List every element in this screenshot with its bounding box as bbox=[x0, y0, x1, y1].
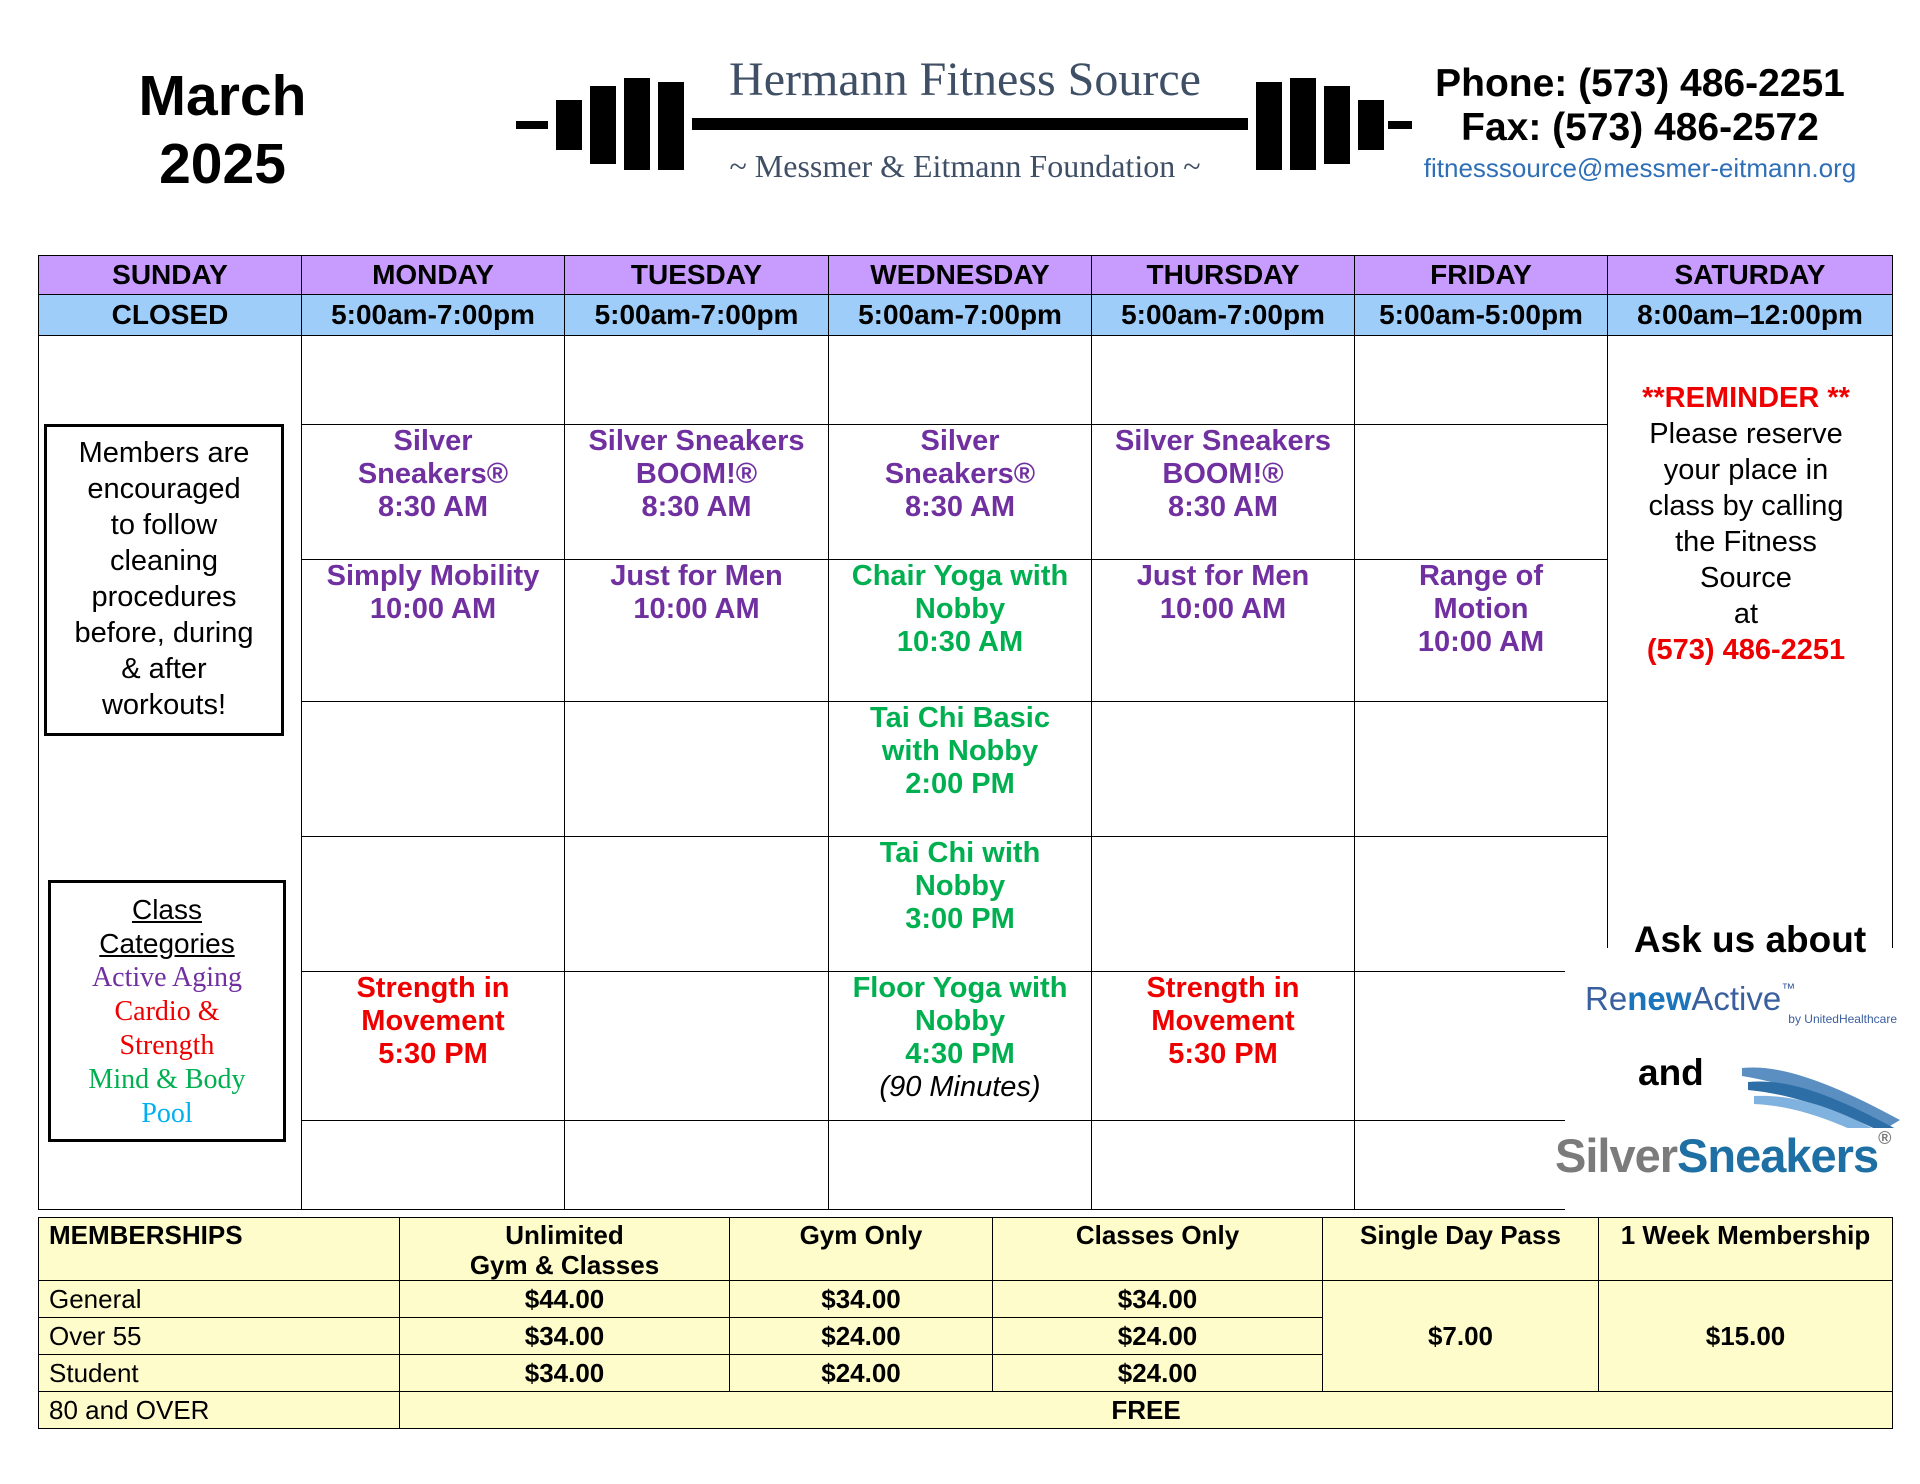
contact-info bbox=[1400, 62, 1880, 186]
hours-row bbox=[39, 295, 1893, 336]
table-row: 80 and OVER FREE bbox=[39, 1392, 1893, 1429]
single-day-price: $7.00 bbox=[1323, 1281, 1599, 1392]
slot-empty bbox=[1092, 837, 1355, 972]
slot-empty bbox=[565, 837, 829, 972]
slot-empty bbox=[1355, 425, 1608, 560]
legend-pool: Pool bbox=[141, 1098, 193, 1129]
legend-title: Class bbox=[131, 894, 202, 925]
legend-mind-body: Mind & Body bbox=[88, 1064, 246, 1095]
reminder-title: **REMINDER ** bbox=[1642, 382, 1850, 414]
day-thursday: THURSDAY bbox=[1092, 256, 1355, 295]
day-tuesday: TUESDAY bbox=[565, 256, 829, 295]
slot-empty bbox=[829, 336, 1092, 425]
hours-saturday: 8:00am–12:00pm bbox=[1608, 295, 1893, 336]
legend-title: Categories bbox=[99, 928, 235, 959]
slot-empty bbox=[565, 1121, 829, 1210]
slot-empty bbox=[302, 702, 565, 837]
slot-empty bbox=[1092, 1121, 1355, 1210]
reservation-reminder: **REMINDER ** Please reserve your place in class by calling the Fitness Source at (573) 486-2251 bbox=[1606, 380, 1886, 668]
day-monday: MONDAY bbox=[302, 256, 565, 295]
slot-empty bbox=[1355, 702, 1608, 837]
organization-name: Hermann Fitness Source bbox=[729, 53, 1201, 106]
hours-thursday: 5:00am-7:00pm bbox=[1092, 295, 1355, 336]
class-slot[interactable]: Silver Sneakers® 8:30 AM bbox=[302, 425, 565, 560]
hours-sunday: CLOSED bbox=[39, 295, 302, 336]
slot-empty bbox=[565, 336, 829, 425]
class-slot[interactable]: Just for Men 10:00 AM bbox=[1092, 560, 1355, 702]
class-categories-legend bbox=[48, 880, 286, 1142]
senior-price: FREE bbox=[400, 1392, 1893, 1429]
class-duration-note: (90 Minutes) bbox=[879, 1071, 1041, 1103]
col-gym-only: Gym Only bbox=[730, 1218, 993, 1281]
col-single-day-pass: Single Day Pass bbox=[1323, 1218, 1599, 1281]
legend-cardio: Cardio & bbox=[114, 996, 220, 1027]
day-header-row bbox=[39, 256, 1893, 295]
class-slot[interactable]: Tai Chi with Nobby 3:00 PM bbox=[829, 837, 1092, 972]
class-slot[interactable]: Simply Mobility 10:00 AM bbox=[302, 560, 565, 702]
day-wednesday: WEDNESDAY bbox=[829, 256, 1092, 295]
day-friday: FRIDAY bbox=[1355, 256, 1608, 295]
slot-empty bbox=[302, 336, 565, 425]
table-row: Over 55 $34.00 $24.00 $24.00 bbox=[39, 1318, 1893, 1355]
membership-header-row bbox=[39, 1218, 1893, 1281]
legend-strength: Strength bbox=[119, 1030, 215, 1061]
col-one-week: 1 Week Membership bbox=[1599, 1218, 1893, 1281]
ask-us-about-heading: Ask us about bbox=[1610, 918, 1890, 962]
class-slot[interactable]: Silver Sneakers BOOM!® 8:30 AM bbox=[1092, 425, 1355, 560]
class-slot[interactable]: Chair Yoga with Nobby 10:30 AM bbox=[829, 560, 1092, 702]
reminder-phone[interactable]: (573) 486-2251 bbox=[1646, 634, 1846, 666]
email-address[interactable]: fitnesssource@messmer-eitmann.org bbox=[1423, 153, 1857, 183]
month-name: March bbox=[138, 64, 307, 128]
hours-tuesday: 5:00am-7:00pm bbox=[565, 295, 829, 336]
class-slot[interactable]: Tai Chi Basic with Nobby 2:00 PM bbox=[829, 702, 1092, 837]
class-slot[interactable]: Floor Yoga with Nobby 4:30 PM (90 Minutes) bbox=[829, 972, 1092, 1121]
class-slot[interactable]: Just for Men 10:00 AM bbox=[565, 560, 829, 702]
hours-wednesday: 5:00am-7:00pm bbox=[829, 295, 1092, 336]
phone-number: Phone: (573) 486-2251 bbox=[1435, 62, 1845, 105]
organization-subtitle: ~ Messmer & Eitmann Foundation ~ bbox=[729, 148, 1201, 184]
renew-active-logo: RenewActive™ by UnitedHealthcare bbox=[1585, 980, 1897, 1026]
table-row: Student $34.00 $24.00 $24.00 bbox=[39, 1355, 1893, 1392]
fax-number: Fax: (573) 486-2572 bbox=[1461, 106, 1819, 149]
day-saturday: SATURDAY bbox=[1608, 256, 1893, 295]
slot-empty bbox=[302, 837, 565, 972]
hours-monday: 5:00am-7:00pm bbox=[302, 295, 565, 336]
col-unlimited: Unlimited Gym & Classes bbox=[400, 1218, 730, 1281]
day-sunday: SUNDAY bbox=[39, 256, 302, 295]
membership-pricing-table bbox=[38, 1217, 1893, 1429]
membership-title: MEMBERSHIPS bbox=[39, 1218, 400, 1281]
class-slot[interactable]: Strength in Movement 5:30 PM bbox=[302, 972, 565, 1121]
month-year: 2025 bbox=[159, 132, 286, 196]
slot-empty bbox=[1092, 336, 1355, 425]
table-row: General $44.00 $34.00 $34.00 $7.00 $15.00 bbox=[39, 1281, 1893, 1318]
class-slot[interactable]: Silver Sneakers BOOM!® 8:30 AM bbox=[565, 425, 829, 560]
calendar-month bbox=[100, 62, 345, 198]
slot-empty bbox=[1092, 702, 1355, 837]
slot-empty bbox=[1355, 336, 1608, 425]
slot-empty bbox=[565, 702, 829, 837]
legend-active-aging: Active Aging bbox=[91, 962, 243, 993]
slot-empty bbox=[565, 972, 829, 1121]
slot-empty bbox=[829, 1121, 1092, 1210]
slot-empty bbox=[302, 1121, 565, 1210]
and-label: and bbox=[1638, 1052, 1704, 1093]
col-classes-only: Classes Only bbox=[993, 1218, 1323, 1281]
silversneakers-logo: SilverSneakers® bbox=[1555, 1128, 1905, 1183]
one-week-price: $15.00 bbox=[1599, 1281, 1893, 1392]
class-slot[interactable]: Silver Sneakers® 8:30 AM bbox=[829, 425, 1092, 560]
class-slot[interactable]: Strength in Movement 5:30 PM bbox=[1092, 972, 1355, 1121]
hours-friday: 5:00am-5:00pm bbox=[1355, 295, 1608, 336]
class-slot[interactable]: Range of Motion 10:00 AM bbox=[1355, 560, 1608, 702]
cleaning-notice: Members are encouraged to follow cleaning procedures before, during & after workouts! bbox=[44, 424, 284, 736]
